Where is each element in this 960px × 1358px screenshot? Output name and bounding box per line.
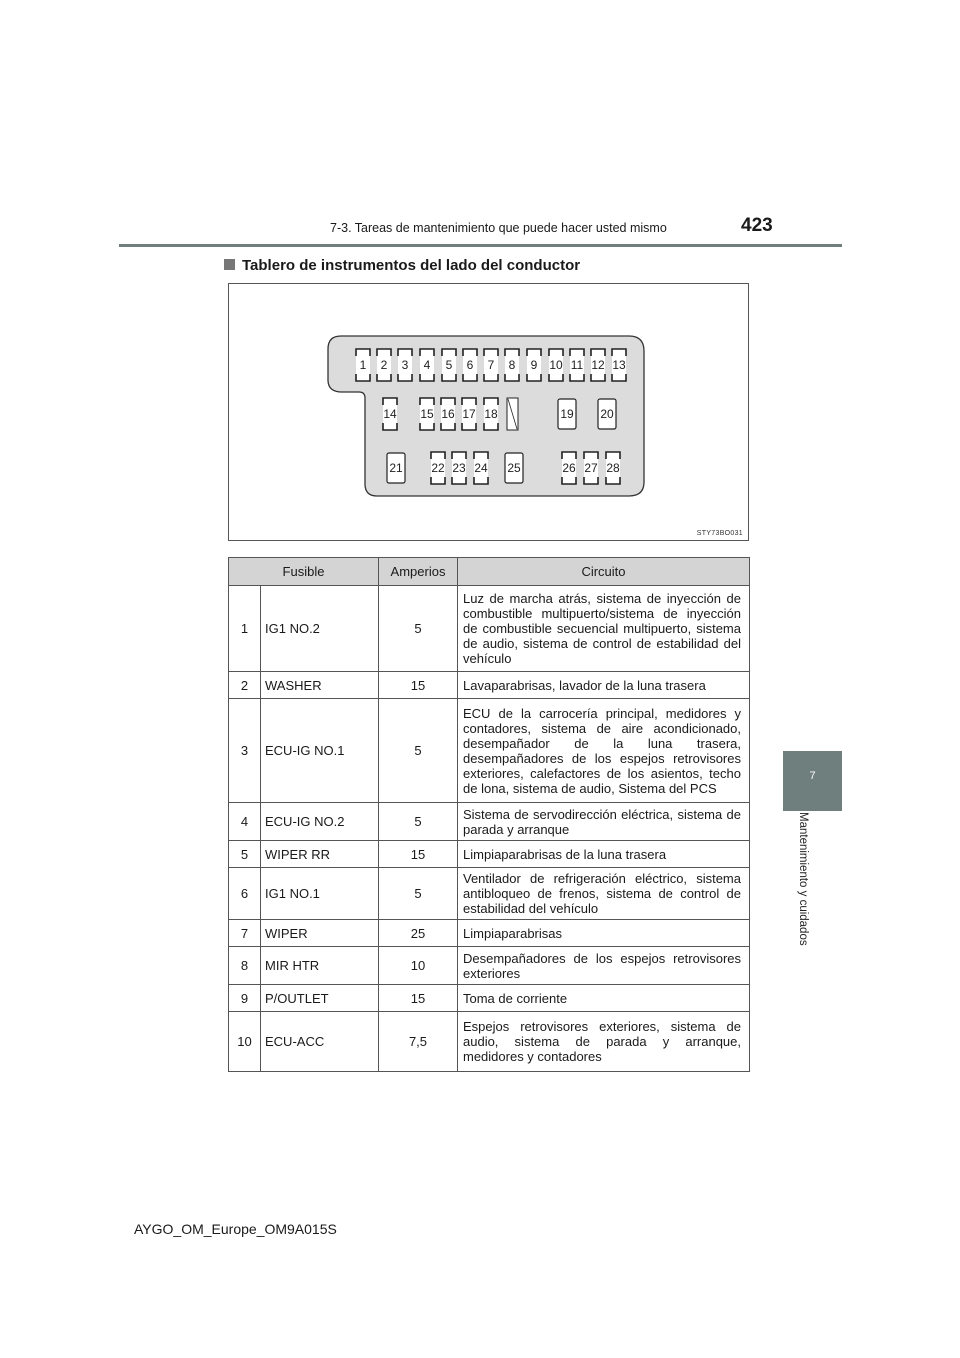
fuse-5: [442, 349, 456, 381]
fuse-label: 9: [530, 358, 538, 372]
fuse-11: [570, 349, 584, 381]
page-number: 423: [741, 215, 773, 236]
fuse-28: [606, 452, 620, 484]
table-row: [229, 1012, 750, 1072]
fuse-name-cell: IG1 NO.2: [261, 586, 379, 672]
fuse-table: [228, 557, 750, 1072]
fuse-amps-cell: 15: [379, 841, 458, 868]
fuse-number-cell: 10: [229, 1012, 261, 1072]
fuse-21: [387, 453, 405, 483]
fuse-box-diagram: [229, 284, 750, 542]
fuse-circuit-cell: Luz de marcha atrás, sistema de inyección de combustible multipuerto/sistema de inyección de combustible secuencial multipuerto, sistema de audio, sistema de control de estabilidad del vehículo: [458, 586, 750, 672]
fuse-label: 28: [606, 461, 620, 475]
fuse-label: 7: [487, 358, 495, 372]
fuse-amps-cell: 15: [379, 672, 458, 699]
fuse-2: [377, 349, 391, 381]
fuse-label: 8: [508, 358, 516, 372]
footer-code: AYGO_OM_Europe_OM9A015S: [134, 1221, 337, 1237]
fuse-name-cell: ECU-ACC: [261, 1012, 379, 1072]
fuse-7: [484, 349, 498, 381]
fuse-number-cell: 6: [229, 868, 261, 920]
table-row: [229, 672, 750, 699]
fuse-label: 3: [401, 358, 409, 372]
fuse-number-cell: 5: [229, 841, 261, 868]
fuse-15: [420, 398, 434, 430]
fuse-amps-cell: 5: [379, 699, 458, 803]
fuse-label: 10: [549, 358, 563, 372]
fuse-circuit-cell: Desempañadores de los espejos retrovisores exteriores: [458, 947, 750, 985]
chapter-tab: [783, 751, 842, 811]
fuse-circuit-cell: Espejos retrovisores exteriores, sistema de audio, sistema de parada y arranque, medidores y contadores: [458, 1012, 750, 1072]
fuse-22: [431, 452, 445, 484]
table-row: [229, 586, 750, 672]
table-row: [229, 803, 750, 841]
section-title: [224, 257, 580, 274]
fuse-label: 19: [560, 407, 574, 421]
fuse-19: [558, 399, 576, 429]
table-row: [229, 947, 750, 985]
chapter-number: 7: [809, 770, 816, 782]
fuse-number-cell: 3: [229, 699, 261, 803]
fuse-name-cell: P/OUTLET: [261, 985, 379, 1012]
fuse-label: 15: [420, 407, 434, 421]
fuse-circuit-cell: Limpiaparabrisas de la luna trasera: [458, 841, 750, 868]
fuse-label: 23: [452, 461, 466, 475]
fuse-label: 14: [383, 407, 397, 421]
section-title-text: Tablero de instrumentos del lado del conductor: [242, 257, 581, 274]
fuse-label: 18: [484, 407, 498, 421]
fuse-label: 1: [359, 358, 367, 372]
fuse-circuit-cell: Limpiaparabrisas: [458, 920, 750, 947]
fuse-18: [484, 398, 498, 430]
fuse-label: 13: [612, 358, 626, 372]
fuse-amps-cell: 5: [379, 586, 458, 672]
fuse-number-cell: 1: [229, 586, 261, 672]
figure-code: STY73BO031: [696, 530, 743, 537]
fuse-name-cell: ECU-IG NO.1: [261, 699, 379, 803]
fuse-17: [462, 398, 476, 430]
fuse-label: 25: [507, 461, 521, 475]
fuse-name-cell: MIR HTR: [261, 947, 379, 985]
header-rule: [119, 244, 842, 247]
fuse-8: [505, 349, 519, 381]
fuse-label: 2: [380, 358, 388, 372]
fuse-13: [612, 349, 626, 381]
header-amps: Amperios: [379, 558, 458, 586]
fuse-label: 6: [466, 358, 474, 372]
header-circuit: Circuito: [458, 558, 750, 586]
table-row: [229, 868, 750, 920]
chapter-side-label: [795, 812, 809, 972]
fuse-number-cell: 2: [229, 672, 261, 699]
fuse-name-cell: WASHER: [261, 672, 379, 699]
fuse-label: 11: [570, 358, 584, 372]
fuse-circuit-cell: ECU de la carrocería principal, medidores y contadores, sistema de aire acondicionado, desempañador de la luna trasera, desempañadores de los espejos retrovisores exteriores, calefactores de los asientos, techo de lona, sistema de audio, Sistema del PCS: [458, 699, 750, 803]
fuse-label: 21: [389, 461, 403, 475]
fuse-amps-cell: 15: [379, 985, 458, 1012]
fuse-amps-cell: 7,5: [379, 1012, 458, 1072]
fuse-name-cell: IG1 NO.1: [261, 868, 379, 920]
table-row: [229, 985, 750, 1012]
fuse-label: 5: [445, 358, 453, 372]
fuse-label: 26: [562, 461, 576, 475]
fuse-26: [562, 452, 576, 484]
fuse-number-cell: 7: [229, 920, 261, 947]
fuse-12: [591, 349, 605, 381]
table-row: [229, 841, 750, 868]
empty-fuse-slot: [507, 398, 518, 430]
fuse-9: [527, 349, 541, 381]
fuse-number-cell: 4: [229, 803, 261, 841]
fuse-amps-cell: 10: [379, 947, 458, 985]
fuse-name-cell: WIPER RR: [261, 841, 379, 868]
fuse-amps-cell: 5: [379, 868, 458, 920]
fuse-amps-cell: 25: [379, 920, 458, 947]
fuse-1: [356, 349, 370, 381]
fuse-24: [474, 452, 488, 484]
fuse-number-cell: 8: [229, 947, 261, 985]
fuse-label: 4: [423, 358, 431, 372]
fuse-box-figure: [228, 283, 749, 541]
fuse-name-cell: ECU-IG NO.2: [261, 803, 379, 841]
fuse-23: [452, 452, 466, 484]
fuse-circuit-cell: Toma de corriente: [458, 985, 750, 1012]
header-section-title: 7-3. Tareas de mantenimiento que puede hacer usted mismo: [330, 221, 667, 235]
fuse-circuit-cell: Ventilador de refrigeración eléctrico, sistema antibloqueo de frenos, sistema de control de estabilidad del vehículo: [458, 868, 750, 920]
fuse-circuit-cell: Lavaparabrisas, lavador de la luna trasera: [458, 672, 750, 699]
fuse-amps-cell: 5: [379, 803, 458, 841]
fuse-6: [463, 349, 477, 381]
fuse-14: [383, 398, 397, 430]
fuse-25: [505, 453, 523, 483]
fuse-20: [598, 399, 616, 429]
bullet-square-icon: [224, 259, 235, 270]
table-header-row: [229, 558, 750, 586]
fuse-10: [549, 349, 563, 381]
fuse-16: [441, 398, 455, 430]
table-row: [229, 699, 750, 803]
chapter-label: Mantenimiento y cuidados: [797, 812, 809, 946]
fuse-label: 17: [462, 407, 476, 421]
header-fuse: Fusible: [229, 558, 379, 586]
fuse-number-cell: 9: [229, 985, 261, 1012]
fuse-circuit-cell: Sistema de servodirección eléctrica, sistema de parada y arranque: [458, 803, 750, 841]
fuse-label: 27: [584, 461, 598, 475]
fuse-label: 16: [441, 407, 455, 421]
fuse-label: 22: [431, 461, 445, 475]
fuse-label: 20: [600, 407, 614, 421]
fuse-4: [420, 349, 434, 381]
fuse-name-cell: WIPER: [261, 920, 379, 947]
table-row: [229, 920, 750, 947]
fuse-3: [398, 349, 412, 381]
fuse-27: [584, 452, 598, 484]
fuse-label: 12: [591, 358, 605, 372]
fuse-label: 24: [474, 461, 488, 475]
